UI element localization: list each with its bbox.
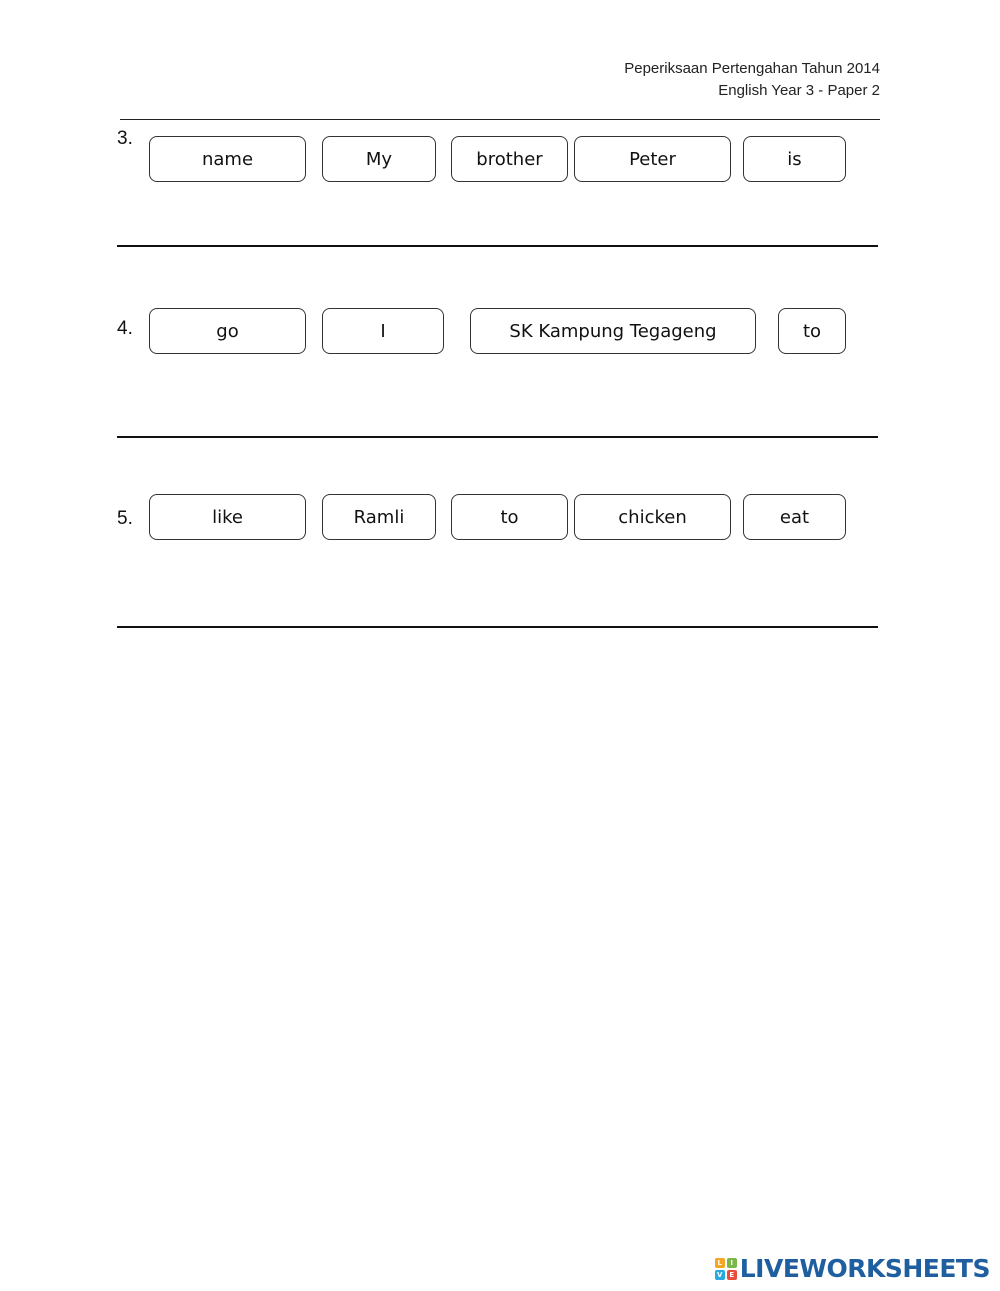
word-tile[interactable]: to [778,308,846,354]
word-tile[interactable]: Peter [574,136,731,182]
word-tile[interactable]: eat [743,494,846,540]
logo-letter: L [715,1258,725,1268]
word-tile[interactable]: I [322,308,444,354]
word-tile[interactable]: to [451,494,568,540]
word-tile[interactable]: chicken [574,494,731,540]
word-tile[interactable]: go [149,308,306,354]
word-tile[interactable]: Ramli [322,494,436,540]
word-tile[interactable]: brother [451,136,568,182]
word-tile[interactable]: name [149,136,306,182]
word-tile[interactable]: like [149,494,306,540]
question-number: 3. [117,128,133,149]
question-number: 5. [117,508,133,529]
answer-input[interactable] [117,221,878,247]
logo-grid-icon [715,1258,737,1280]
header-divider [120,119,880,120]
logo-letter: V [715,1270,725,1280]
word-tile[interactable]: is [743,136,846,182]
answer-input[interactable] [117,412,878,438]
word-tile[interactable]: SK Kampung Tegageng [470,308,756,354]
question-number: 4. [117,318,133,339]
word-tile[interactable]: My [322,136,436,182]
paper-subtitle: English Year 3 - Paper 2 [718,82,880,99]
exam-title: Peperiksaan Pertengahan Tahun 2014 [624,60,880,77]
answer-input[interactable] [117,602,878,628]
logo-letter: I [727,1258,737,1268]
header-text [624,58,880,102]
liveworksheets-logo [715,1254,990,1283]
logo-letter: E [727,1270,737,1280]
brand-name: LIVEWORKSHEETS [739,1254,990,1283]
